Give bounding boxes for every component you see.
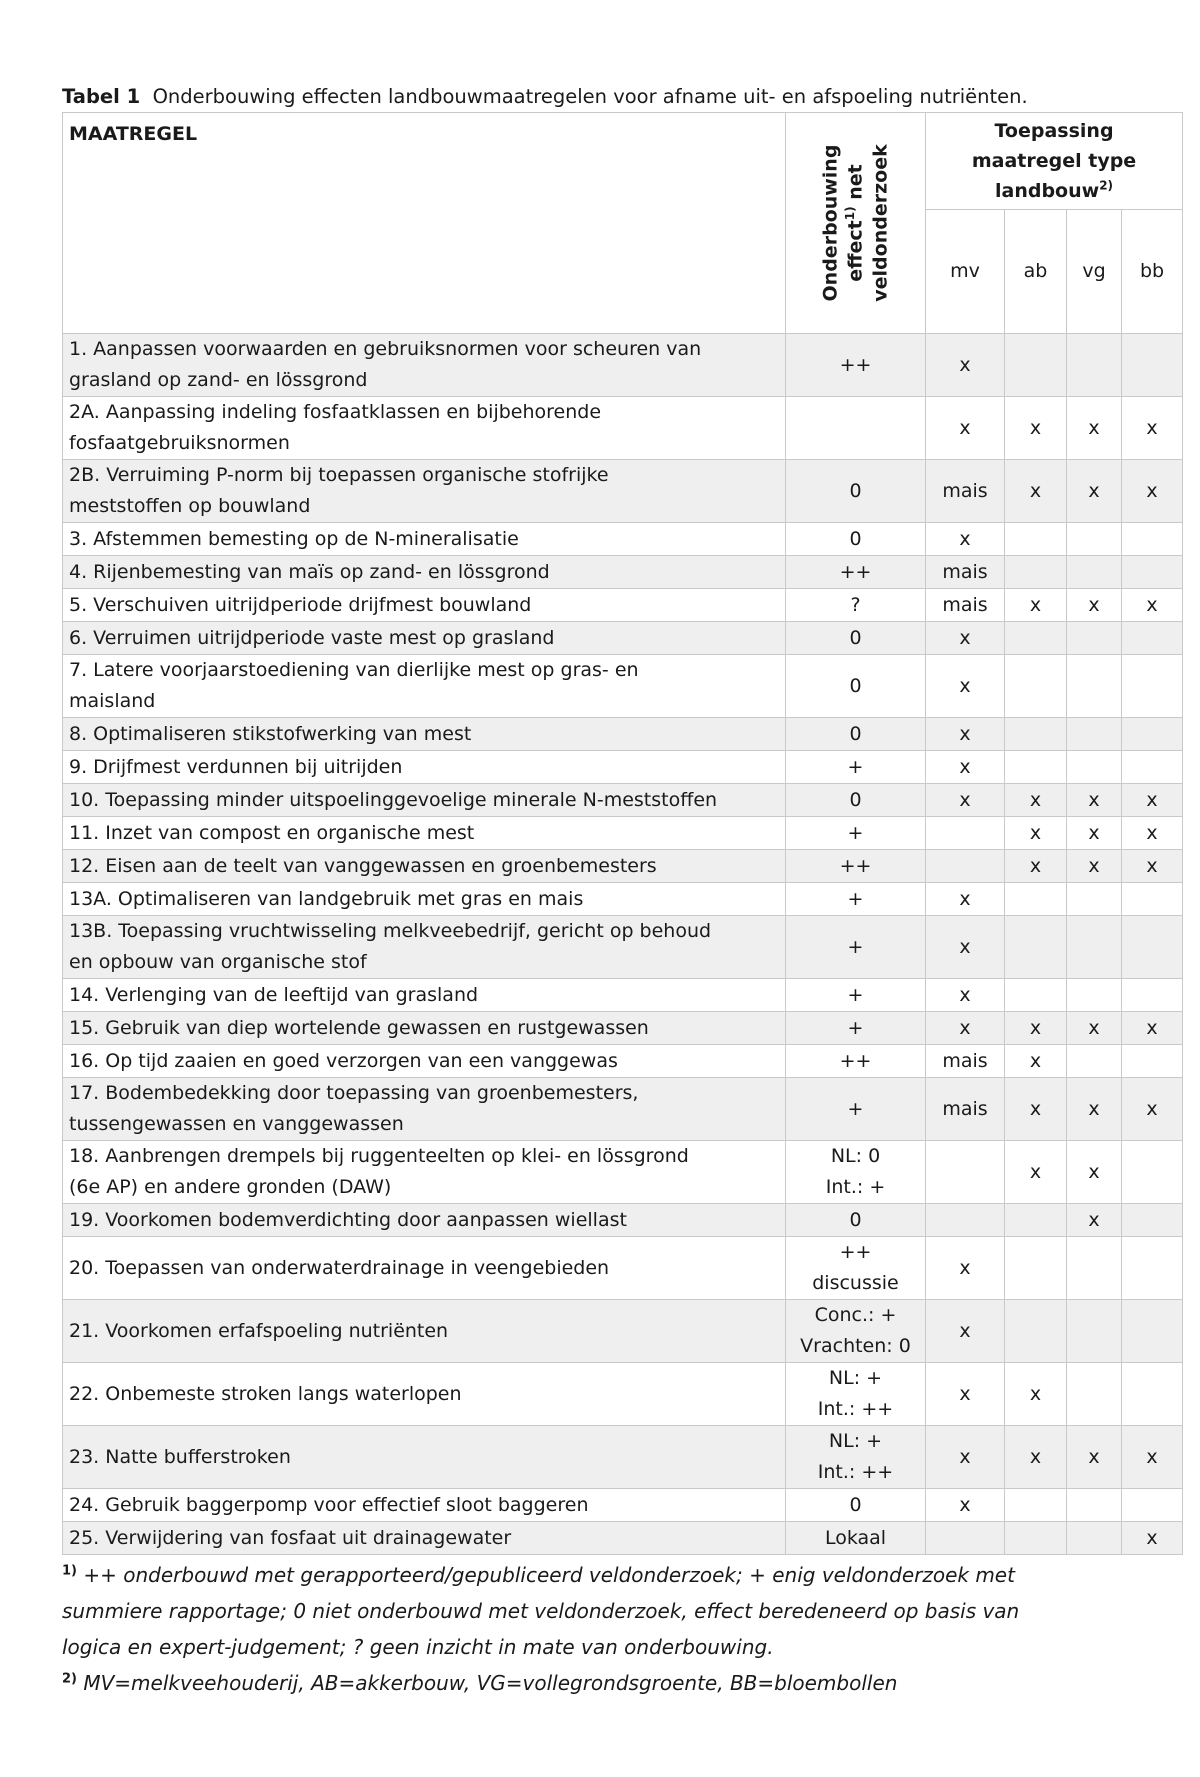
measure-cell: [63, 460, 786, 523]
measure-text: 10. Toepassing minder uitspoelinggevoelige minerale N-meststoffen: [69, 788, 718, 811]
header-maatregel: MAATREGEL: [63, 113, 786, 334]
type-cell-mv: mais: [926, 460, 1005, 523]
onderbouwing-value: Int.: +: [825, 1176, 886, 1198]
table-row: [63, 622, 1183, 655]
onderbouwing-value: 0: [849, 674, 862, 697]
table-row: [63, 523, 1183, 556]
type-cell-mv: mais: [926, 1078, 1005, 1141]
table-row: [63, 751, 1183, 784]
type-cell-mv: x: [926, 916, 1005, 979]
measure-text: meststoffen op bouwland: [69, 495, 311, 517]
measure-cell: [63, 883, 786, 916]
measure-text: maisland: [69, 690, 156, 712]
measure-cell: [63, 1489, 786, 1522]
measure-text: (6e AP) en andere gronden (DAW): [69, 1176, 392, 1198]
type-cell-mv: [926, 1204, 1005, 1237]
measure-cell: [63, 1300, 786, 1363]
measure-text: 24. Gebruik baggerpomp voor effectief sloot baggeren: [69, 1493, 589, 1516]
type-cell-mv: x: [926, 784, 1005, 817]
type-cell-mv: x: [926, 1012, 1005, 1045]
type-cell-bb: [1122, 655, 1183, 718]
measure-cell: [63, 655, 786, 718]
type-cell-mv: x: [926, 1363, 1005, 1426]
measure-cell: [63, 1141, 786, 1204]
onderbouwing-cell: [786, 655, 926, 718]
type-cell-bb: [1122, 334, 1183, 397]
type-cell-bb: x: [1122, 784, 1183, 817]
type-cell-ab: x: [1005, 1426, 1067, 1489]
type-cell-bb: x: [1122, 1426, 1183, 1489]
table-body: [63, 334, 1183, 1555]
type-cell-mv: x: [926, 622, 1005, 655]
type-cell-ab: [1005, 1300, 1067, 1363]
footnote-1-mark: 1): [62, 1563, 77, 1579]
table-row: [63, 1078, 1183, 1141]
measure-text: 12. Eisen aan de teelt van vanggewassen en groenbemesters: [69, 854, 657, 877]
measure-text: 5. Verschuiven uitrijdperiode drijfmest bouwland: [69, 593, 532, 616]
type-cell-bb: [1122, 916, 1183, 979]
onderbouwing-value: 0: [849, 626, 862, 649]
measure-text: 23. Natte bufferstroken: [69, 1445, 291, 1468]
table-caption: [62, 84, 1182, 110]
type-cell-ab: [1005, 556, 1067, 589]
type-cell-ab: x: [1005, 460, 1067, 523]
type-cell-vg: [1067, 718, 1122, 751]
type-cell-vg: [1067, 979, 1122, 1012]
onderbouwing-value: ++: [839, 560, 872, 583]
onderbouwing-value: +: [847, 887, 864, 910]
type-cell-mv: x: [926, 751, 1005, 784]
onderbouwing-cell: [786, 1300, 926, 1363]
type-cell-bb: [1122, 523, 1183, 556]
type-cell-bb: x: [1122, 460, 1183, 523]
type-cell-ab: [1005, 916, 1067, 979]
onderbouwing-cell: [786, 883, 926, 916]
header-onderbouwing-line2b: net: [844, 164, 866, 207]
type-cell-vg: x: [1067, 589, 1122, 622]
table-row: [63, 883, 1183, 916]
footnotes: [62, 1557, 1182, 1701]
onderbouwing-value: ++: [839, 1241, 872, 1263]
onderbouwing-value: NL: 0: [830, 1145, 881, 1167]
onderbouwing-value: 0: [849, 527, 862, 550]
footnote-2: [62, 1665, 1182, 1701]
type-cell-ab: [1005, 883, 1067, 916]
type-cell-ab: x: [1005, 817, 1067, 850]
onderbouwing-value: ++: [839, 854, 872, 877]
type-cell-bb: x: [1122, 1078, 1183, 1141]
measure-text: 13A. Optimaliseren van landgebruik met gras en mais: [69, 887, 584, 910]
measure-cell: [63, 751, 786, 784]
type-cell-vg: [1067, 1237, 1122, 1300]
type-cell-vg: [1067, 655, 1122, 718]
onderbouwing-value: ++: [839, 353, 872, 376]
type-cell-bb: [1122, 883, 1183, 916]
measure-cell: [63, 334, 786, 397]
footnote-ref-2: 2): [1099, 178, 1114, 193]
table-row: [63, 1426, 1183, 1489]
table-row: [63, 718, 1183, 751]
type-cell-bb: [1122, 622, 1183, 655]
onderbouwing-value: +: [847, 1016, 864, 1039]
onderbouwing-cell: [786, 1522, 926, 1555]
measure-text: 17. Bodembedekking door toepassing van groenbemesters,: [69, 1082, 639, 1104]
type-cell-mv: x: [926, 1489, 1005, 1522]
onderbouwing-cell: [786, 817, 926, 850]
measure-cell: [63, 916, 786, 979]
measure-text: fosfaatgebruiksnormen: [69, 432, 290, 454]
type-cell-bb: [1122, 979, 1183, 1012]
onderbouwing-cell: [786, 460, 926, 523]
type-cell-mv: x: [926, 1237, 1005, 1300]
measure-text: 19. Voorkomen bodemverdichting door aanpassen wiellast: [69, 1208, 627, 1231]
table-row: [63, 1363, 1183, 1426]
onderbouwing-cell: [786, 556, 926, 589]
type-cell-vg: x: [1067, 1012, 1122, 1045]
onderbouwing-value: NL: +: [828, 1367, 883, 1389]
measure-text: 22. Onbemeste stroken langs waterlopen: [69, 1382, 462, 1405]
footnote-ref-1: 1): [842, 206, 857, 221]
onderbouwing-value: +: [847, 1097, 864, 1120]
measure-cell: [63, 1426, 786, 1489]
measure-text: 4. Rijenbemesting van maïs op zand- en lössgrond: [69, 560, 550, 583]
measure-text: 6. Verruimen uitrijdperiode vaste mest op grasland: [69, 626, 555, 649]
measure-cell: [63, 523, 786, 556]
type-cell-ab: [1005, 1204, 1067, 1237]
measure-cell: [63, 1363, 786, 1426]
table-row: [63, 1141, 1183, 1204]
onderbouwing-value: +: [847, 755, 864, 778]
measure-text: 13B. Toepassing vruchtwisseling melkveebedrijf, gericht op behoud: [69, 920, 712, 942]
type-cell-vg: [1067, 556, 1122, 589]
measure-text: 18. Aanbrengen drempels bij ruggenteelten op klei- en lössgrond: [69, 1145, 689, 1167]
type-cell-vg: [1067, 883, 1122, 916]
measure-text: 8. Optimaliseren stikstofwerking van mest: [69, 722, 472, 745]
type-cell-vg: [1067, 1363, 1122, 1426]
type-cell-bb: x: [1122, 1012, 1183, 1045]
measure-cell: [63, 784, 786, 817]
measures-table: [62, 112, 1183, 1555]
onderbouwing-value: +: [847, 821, 864, 844]
type-cell-vg: [1067, 916, 1122, 979]
type-cell-ab: [1005, 334, 1067, 397]
measure-cell: [63, 1237, 786, 1300]
type-cell-vg: x: [1067, 1141, 1122, 1204]
measure-text: 7. Latere voorjaarstoediening van dierlijke mest op gras- en: [69, 659, 639, 681]
type-cell-ab: x: [1005, 397, 1067, 460]
measure-text: grasland op zand- en lössgrond: [69, 369, 368, 391]
type-cell-vg: x: [1067, 397, 1122, 460]
onderbouwing-value: Lokaal: [824, 1526, 887, 1549]
header-onderbouwing: [786, 113, 926, 334]
table-row: [63, 979, 1183, 1012]
type-cell-mv: x: [926, 397, 1005, 460]
header-toepassing-line1: Toepassing: [994, 119, 1114, 142]
onderbouwing-value: discussie: [812, 1272, 899, 1294]
onderbouwing-cell: [786, 1204, 926, 1237]
measure-cell: [63, 622, 786, 655]
type-cell-vg: x: [1067, 1426, 1122, 1489]
type-cell-mv: [926, 1522, 1005, 1555]
measure-cell: [63, 589, 786, 622]
footnote-2-mark: 2): [62, 1671, 77, 1687]
document-page: [62, 84, 1182, 1701]
type-cell-vg: [1067, 1522, 1122, 1555]
type-cell-vg: [1067, 1045, 1122, 1078]
type-cell-mv: x: [926, 1426, 1005, 1489]
measure-cell: [63, 1204, 786, 1237]
measure-text: tussengewassen en vanggewassen: [69, 1113, 404, 1135]
type-cell-mv: mais: [926, 1045, 1005, 1078]
type-cell-ab: x: [1005, 1078, 1067, 1141]
type-cell-ab: [1005, 1237, 1067, 1300]
measure-text: 3. Afstemmen bemesting op de N-mineralisatie: [69, 527, 519, 550]
type-cell-vg: [1067, 751, 1122, 784]
measure-cell: [63, 817, 786, 850]
type-cell-ab: x: [1005, 1045, 1067, 1078]
table-row: [63, 1237, 1183, 1300]
table-row: [63, 589, 1183, 622]
table-row: [63, 916, 1183, 979]
measure-text: 1. Aanpassen voorwaarden en gebruiksnormen voor scheuren van: [69, 338, 702, 360]
type-cell-vg: x: [1067, 817, 1122, 850]
measure-cell: [63, 1045, 786, 1078]
type-cell-mv: x: [926, 718, 1005, 751]
type-cell-ab: [1005, 1522, 1067, 1555]
onderbouwing-cell: [786, 850, 926, 883]
table-row: [63, 397, 1183, 460]
type-cell-bb: [1122, 751, 1183, 784]
type-cell-mv: x: [926, 1300, 1005, 1363]
table-row: [63, 784, 1183, 817]
table-row: [63, 556, 1183, 589]
type-cell-vg: [1067, 523, 1122, 556]
type-cell-mv: [926, 817, 1005, 850]
onderbouwing-cell: [786, 397, 926, 460]
type-cell-bb: [1122, 718, 1183, 751]
type-cell-bb: [1122, 1141, 1183, 1204]
footnote-2-text: MV=melkveehouderij, AB=akkerbouw, VG=vollegrondsgroente, BB=bloembollen: [83, 1671, 898, 1695]
header-type-vg: vg: [1067, 209, 1122, 333]
type-cell-ab: [1005, 1489, 1067, 1522]
onderbouwing-cell: [786, 1489, 926, 1522]
onderbouwing-cell: [786, 1012, 926, 1045]
type-cell-ab: x: [1005, 850, 1067, 883]
measure-text: en opbouw van organische stof: [69, 951, 367, 973]
caption-label: Tabel 1: [62, 85, 141, 108]
type-cell-ab: x: [1005, 1363, 1067, 1426]
type-cell-vg: x: [1067, 850, 1122, 883]
header-onderbouwing-line3: veldonderzoek: [869, 144, 891, 302]
onderbouwing-cell: [786, 718, 926, 751]
type-cell-vg: [1067, 1300, 1122, 1363]
type-cell-mv: x: [926, 523, 1005, 556]
measure-text: 2B. Verruiming P-norm bij toepassen organische stofrijke: [69, 464, 609, 486]
type-cell-mv: mais: [926, 556, 1005, 589]
header-toepassing-line3: landbouw: [995, 179, 1100, 202]
onderbouwing-value: 0: [849, 1208, 862, 1231]
type-cell-bb: x: [1122, 397, 1183, 460]
measure-cell: [63, 1012, 786, 1045]
header-type-ab: ab: [1005, 209, 1067, 333]
header-toepassing-line2: maatregel type: [971, 149, 1137, 172]
table-row: [63, 1522, 1183, 1555]
measure-text: 9. Drijfmest verdunnen bij uitrijden: [69, 755, 403, 778]
onderbouwing-value: NL: +: [828, 1430, 883, 1452]
type-cell-vg: x: [1067, 1204, 1122, 1237]
type-cell-mv: x: [926, 334, 1005, 397]
type-cell-vg: x: [1067, 460, 1122, 523]
type-cell-vg: [1067, 334, 1122, 397]
footnote-1-line3: logica en expert-judgement; ? geen inzicht in mate van onderbouwing.: [62, 1635, 774, 1659]
type-cell-bb: [1122, 1489, 1183, 1522]
type-cell-ab: x: [1005, 589, 1067, 622]
measure-text: 21. Voorkomen erfafspoeling nutriënten: [69, 1319, 449, 1342]
header-onderbouwing-line1: Onderbouwing: [819, 144, 841, 302]
table-row: [63, 1489, 1183, 1522]
onderbouwing-cell: [786, 916, 926, 979]
onderbouwing-cell: [786, 589, 926, 622]
onderbouwing-value: ++: [839, 1049, 872, 1072]
header-onderbouwing-line2a: effect: [844, 220, 866, 282]
onderbouwing-cell: [786, 523, 926, 556]
type-cell-bb: [1122, 1237, 1183, 1300]
onderbouwing-value: Vrachten: 0: [800, 1335, 911, 1357]
onderbouwing-cell: [786, 1078, 926, 1141]
table-row: [63, 1045, 1183, 1078]
measure-cell: [63, 397, 786, 460]
table-row: [63, 850, 1183, 883]
onderbouwing-cell: [786, 1237, 926, 1300]
type-cell-ab: [1005, 622, 1067, 655]
footnote-1-line1: ++ onderbouwd met gerapporteerd/gepubliceerd veldonderzoek; + enig veldonderzoek met: [83, 1563, 1015, 1587]
type-cell-ab: [1005, 523, 1067, 556]
header-type-mv: mv: [926, 209, 1005, 333]
type-cell-mv: x: [926, 883, 1005, 916]
type-cell-ab: [1005, 718, 1067, 751]
measure-text: 2A. Aanpassing indeling fosfaatklassen en bijbehorende: [69, 401, 602, 423]
type-cell-vg: x: [1067, 1078, 1122, 1141]
onderbouwing-cell: [786, 1426, 926, 1489]
type-cell-bb: [1122, 556, 1183, 589]
measure-text: 11. Inzet van compost en organische mest: [69, 821, 475, 844]
type-cell-bb: [1122, 1045, 1183, 1078]
measure-text: 14. Verlenging van de leeftijd van grasland: [69, 983, 479, 1006]
header-toepassing: [926, 113, 1183, 210]
type-cell-bb: [1122, 1204, 1183, 1237]
table-row: [63, 1204, 1183, 1237]
type-cell-ab: x: [1005, 784, 1067, 817]
onderbouwing-value: +: [847, 935, 864, 958]
onderbouwing-cell: [786, 979, 926, 1012]
onderbouwing-value: +: [847, 983, 864, 1006]
measure-cell: [63, 979, 786, 1012]
measure-cell: [63, 1522, 786, 1555]
type-cell-bb: x: [1122, 1522, 1183, 1555]
measure-text: 15. Gebruik van diep wortelende gewassen en rustgewassen: [69, 1016, 649, 1039]
measure-cell: [63, 556, 786, 589]
onderbouwing-value: Int.: ++: [817, 1398, 894, 1420]
onderbouwing-cell: [786, 1363, 926, 1426]
measure-cell: [63, 1078, 786, 1141]
onderbouwing-cell: [786, 334, 926, 397]
measure-text: 16. Op tijd zaaien en goed verzorgen van een vanggewas: [69, 1049, 618, 1072]
type-cell-mv: [926, 850, 1005, 883]
type-cell-mv: x: [926, 979, 1005, 1012]
onderbouwing-cell: [786, 622, 926, 655]
type-cell-bb: x: [1122, 850, 1183, 883]
type-cell-vg: x: [1067, 784, 1122, 817]
type-cell-ab: x: [1005, 1141, 1067, 1204]
table-row: [63, 817, 1183, 850]
onderbouwing-value: ?: [850, 593, 861, 616]
table-row: [63, 460, 1183, 523]
type-cell-bb: x: [1122, 589, 1183, 622]
table-row: [63, 1300, 1183, 1363]
onderbouwing-cell: [786, 784, 926, 817]
table-row: [63, 334, 1183, 397]
type-cell-bb: [1122, 1300, 1183, 1363]
type-cell-mv: [926, 1141, 1005, 1204]
type-cell-bb: x: [1122, 817, 1183, 850]
type-cell-vg: [1067, 1489, 1122, 1522]
onderbouwing-value: Conc.: +: [814, 1304, 897, 1326]
onderbouwing-value: 0: [849, 1493, 862, 1516]
type-cell-bb: [1122, 1363, 1183, 1426]
type-cell-ab: x: [1005, 1012, 1067, 1045]
onderbouwing-value: 0: [849, 722, 862, 745]
caption-title: Onderbouwing effecten landbouwmaatregelen voor afname uit- en afspoeling nutriënten.: [152, 85, 1028, 108]
type-cell-ab: [1005, 751, 1067, 784]
footnote-1-line2: summiere rapportage; 0 niet onderbouwd met veldonderzoek, effect beredeneerd op basis van: [62, 1599, 1020, 1623]
measure-cell: [63, 718, 786, 751]
onderbouwing-cell: [786, 1141, 926, 1204]
type-cell-mv: mais: [926, 589, 1005, 622]
type-cell-ab: [1005, 979, 1067, 1012]
onderbouwing-cell: [786, 751, 926, 784]
header-type-bb: bb: [1122, 209, 1183, 333]
type-cell-mv: x: [926, 655, 1005, 718]
footnote-1: [62, 1557, 1182, 1665]
table-row: [63, 655, 1183, 718]
table-row: [63, 1012, 1183, 1045]
onderbouwing-value: 0: [849, 788, 862, 811]
type-cell-ab: [1005, 655, 1067, 718]
onderbouwing-cell: [786, 1045, 926, 1078]
onderbouwing-value: 0: [849, 479, 862, 502]
measure-text: 20. Toepassen van onderwaterdrainage in veengebieden: [69, 1256, 610, 1279]
onderbouwing-value: Int.: ++: [817, 1461, 894, 1483]
type-cell-vg: [1067, 622, 1122, 655]
measure-cell: [63, 850, 786, 883]
measure-text: 25. Verwijdering van fosfaat uit drainagewater: [69, 1526, 512, 1549]
